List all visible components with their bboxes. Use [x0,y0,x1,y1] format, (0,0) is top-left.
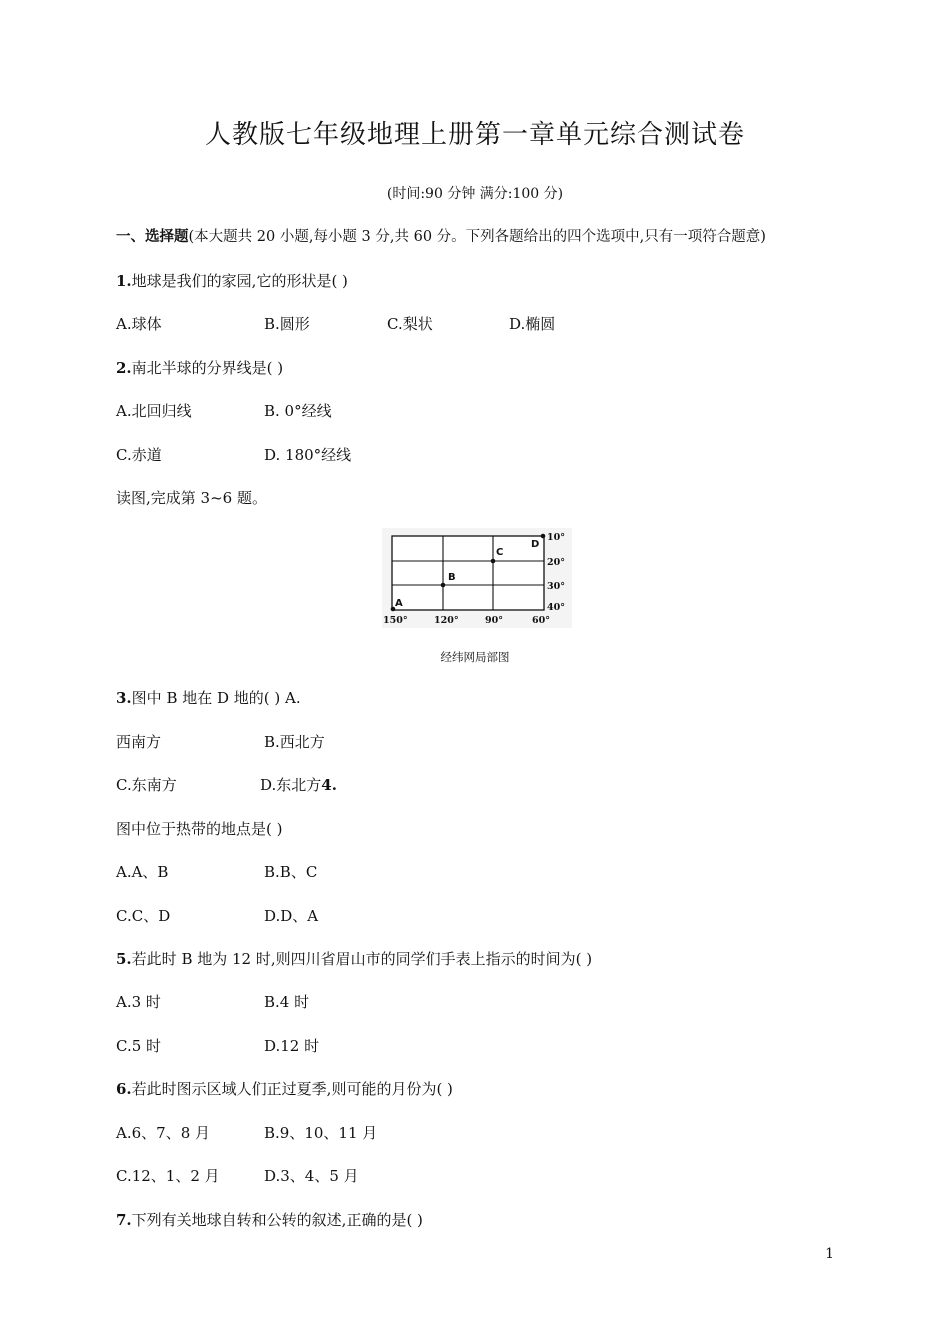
question-6-options-row2 [116,1166,716,1186]
question-2-options-row1 [116,401,716,421]
option-d [260,775,337,795]
page-number: 1 [825,1246,834,1262]
question-text: 图中 B 地在 D 地的( ) A. [131,689,301,707]
question-5-options-row2 [116,1036,716,1056]
question-7 [116,1210,423,1230]
question-number: 7. [116,1211,132,1229]
question-4: 图中位于热带的地点是( ) [116,820,283,838]
option-b: B.9、10、11 月 [264,1124,378,1142]
option-c: C.5 时 [116,1037,162,1055]
option-b: B.4 时 [264,993,310,1011]
lat-label-10: 10° [547,532,565,543]
question-6 [116,1079,453,1099]
option-b: B.B、C [264,863,318,881]
lon-label-150: 150° [383,615,408,626]
question-text: 南北半球的分界线是( ) [131,359,284,377]
lon-label-60: 60° [532,615,550,626]
option-b: B.西北方 [264,733,325,751]
option-c: C.东南方 [116,776,177,794]
figure-caption: 经纬网局部图 [440,650,510,664]
question-number: 6. [116,1080,132,1098]
lon-label-90: 90° [485,615,503,626]
question-text: 若此时图示区域人们正过夏季,则可能的月份为( ) [131,1080,453,1098]
option-c: C.C、D [116,907,171,925]
option-a: A.6、7、8 月 [116,1124,210,1142]
point-a-label: A [395,598,403,609]
question-text: 下列有关地球自转和公转的叙述,正确的是( ) [131,1211,423,1229]
question-3-options-row2 [116,775,716,795]
option-c: C.赤道 [116,446,162,464]
exam-meta: (时间:90 分钟 满分:100 分) [386,186,564,202]
next-question-number: 4. [321,776,337,794]
latlong-grid-figure [382,528,572,628]
point-c-label: C [496,547,504,558]
point-d-marker [541,534,546,539]
option-d-text: D.东北方 [260,776,322,794]
point-b-label: B [448,572,456,583]
page-title: 人教版七年级地理上册第一章单元综合测试卷 [204,120,745,150]
question-5 [116,949,592,969]
question-3-options-row1 [116,732,716,752]
option-a: A.球体 [116,315,162,333]
question-6-options-row1 [116,1123,716,1143]
option-a: A.北回归线 [116,402,192,420]
option-c: C.12、1、2 月 [116,1167,220,1185]
point-b-marker [441,583,446,588]
section-head: 一、选择题 [116,229,189,245]
option-d: D.12 时 [264,1037,320,1055]
lat-label-40: 40° [547,602,565,613]
question-1-options [116,314,716,334]
question-number: 5. [116,950,132,968]
question-1 [116,271,348,291]
option-d: D.椭圆 [509,315,556,333]
question-3 [116,688,301,708]
option-d: D.D、A [264,907,319,925]
option-b: B. 0°经线 [264,402,332,420]
lat-label-20: 20° [547,557,565,568]
option-d: D. 180°经线 [264,446,352,464]
question-number: 3. [116,689,132,707]
grid-frame [392,536,544,610]
lat-label-30: 30° [547,581,565,592]
option-a: 西南方 [116,733,162,751]
point-c-marker [491,559,496,564]
option-c: C.梨状 [387,315,433,333]
option-d: D.3、4、5 月 [264,1167,359,1185]
lon-label-120: 120° [434,615,459,626]
option-b: B.圆形 [264,315,310,333]
option-a: A.A、B [116,863,169,881]
question-2 [116,358,283,378]
section-heading [116,227,766,247]
question-text: 若此时 B 地为 12 时,则四川省眉山市的同学们手表上指示的时间为( ) [131,950,593,968]
section-description: (本大题共 20 小题,每小题 3 分,共 60 分。下列各题给出的四个选项中,只有一项符合题意) [188,229,766,245]
question-2-options-row2 [116,445,716,465]
question-5-options-row1 [116,992,716,1012]
question-number: 1. [116,272,132,290]
question-4-options-row1 [116,862,716,882]
point-d-label: D [531,539,540,550]
read-figure-prompt: 读图,完成第 3~6 题。 [116,489,267,507]
option-a: A.3 时 [116,993,161,1011]
question-number: 2. [116,359,132,377]
question-text: 地球是我们的家园,它的形状是( ) [131,272,348,290]
question-4-options-row2 [116,906,716,926]
